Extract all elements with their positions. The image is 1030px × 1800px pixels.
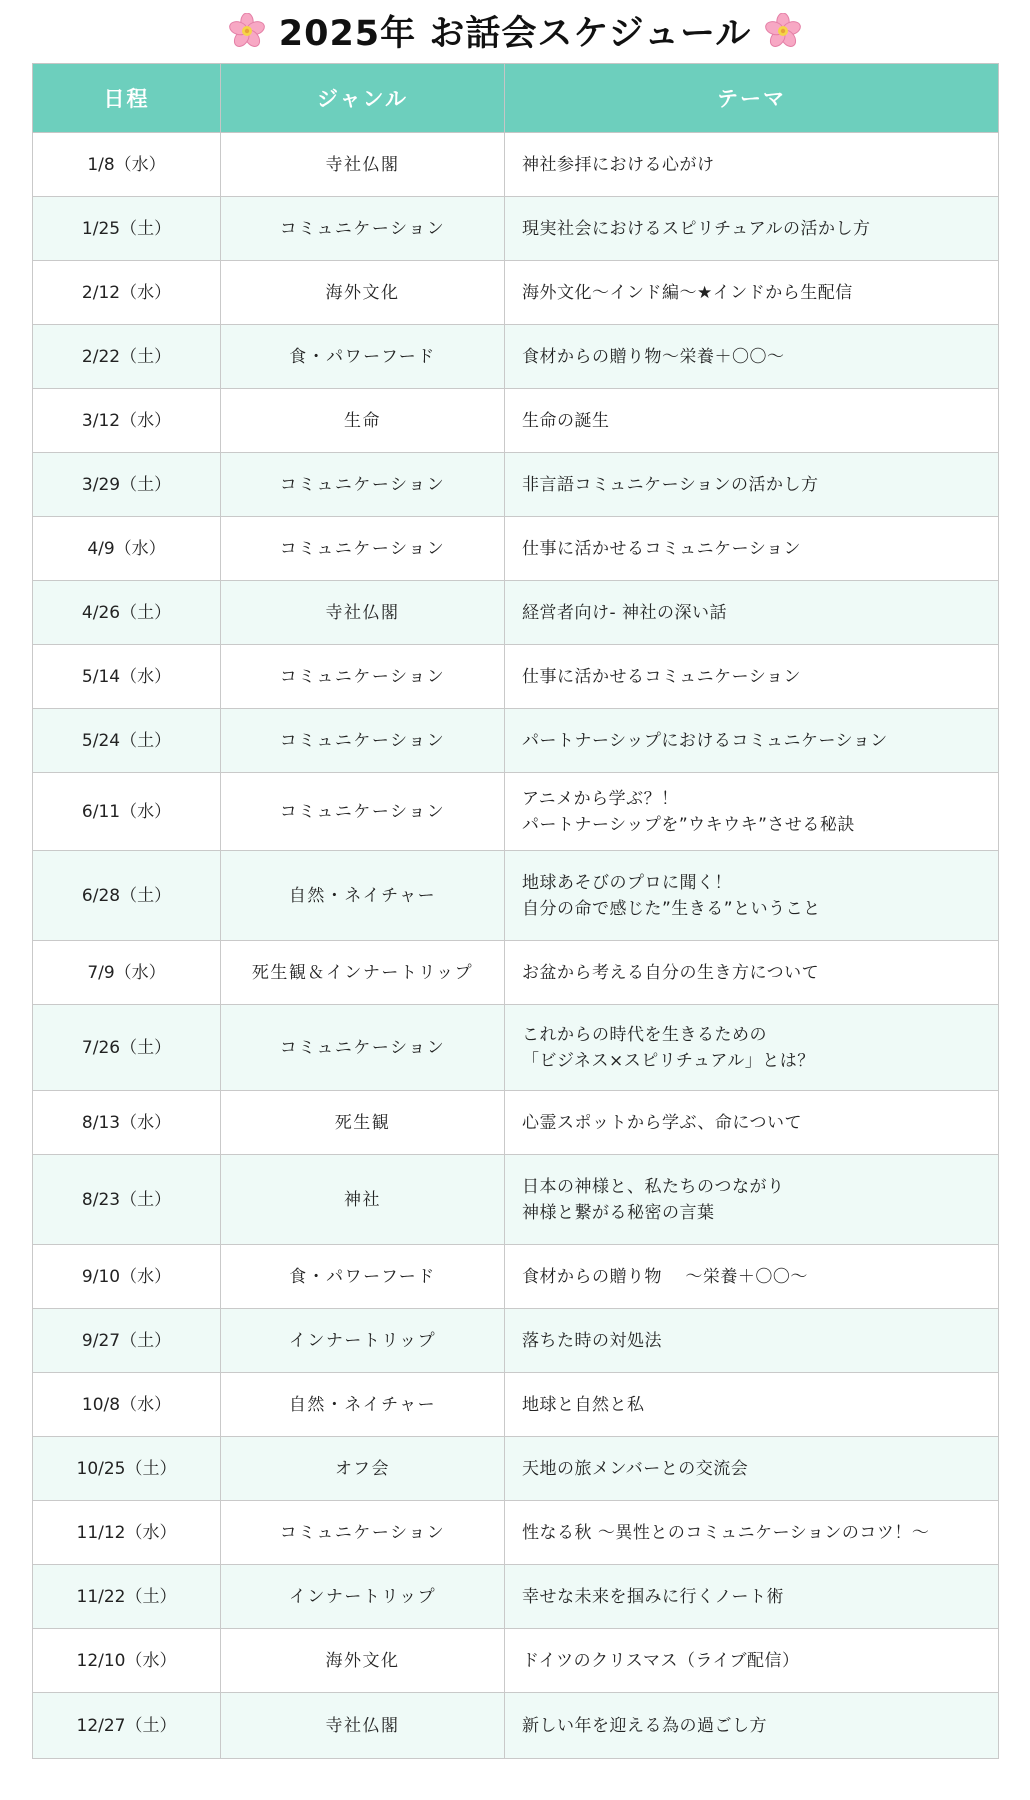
theme-cell: お盆から考える自分の生き方について <box>505 941 999 1005</box>
table-row <box>33 581 999 645</box>
date-cell: 12/27（土） <box>33 1693 221 1759</box>
table-row <box>33 453 999 517</box>
theme-cell: 幸せな未来を掴みに行くノート術 <box>505 1565 999 1629</box>
date-cell: 4/9（水） <box>33 517 221 581</box>
date-cell: 6/11（水） <box>33 773 221 851</box>
genre-cell: 海外文化 <box>221 1629 505 1693</box>
cherry-blossom-icon <box>229 13 265 49</box>
theme-cell: 仕事に活かせるコミュニケーション <box>505 517 999 581</box>
column-header-date: 日程 <box>33 64 221 133</box>
table-row <box>33 1501 999 1565</box>
date-cell: 12/10（水） <box>33 1629 221 1693</box>
schedule-table <box>32 63 999 1759</box>
genre-cell: コミュニケーション <box>221 197 505 261</box>
genre-cell: 海外文化 <box>221 261 505 325</box>
theme-cell: 現実社会におけるスピリチュアルの活かし方 <box>505 197 999 261</box>
page-title-bar <box>0 0 1030 62</box>
cherry-blossom-icon <box>765 13 801 49</box>
date-cell: 6/28（土） <box>33 851 221 941</box>
column-header-genre: ジャンル <box>221 64 505 133</box>
genre-cell: 自然・ネイチャー <box>221 1373 505 1437</box>
genre-cell: インナートリップ <box>221 1309 505 1373</box>
date-cell: 1/8（水） <box>33 133 221 197</box>
schedule-table-body <box>33 133 999 1759</box>
table-row <box>33 1629 999 1693</box>
theme-cell: 非言語コミュニケーションの活かし方 <box>505 453 999 517</box>
table-row <box>33 197 999 261</box>
table-row <box>33 517 999 581</box>
theme-cell: 落ちた時の対処法 <box>505 1309 999 1373</box>
genre-cell: コミュニケーション <box>221 773 505 851</box>
table-row <box>33 325 999 389</box>
genre-cell: 食・パワーフード <box>221 325 505 389</box>
date-cell: 5/24（土） <box>33 709 221 773</box>
table-row <box>33 1437 999 1501</box>
genre-cell: コミュニケーション <box>221 517 505 581</box>
theme-cell: 性なる秋 〜異性とのコミュニケーションのコツ！〜 <box>505 1501 999 1565</box>
table-row <box>33 389 999 453</box>
table-row <box>33 645 999 709</box>
theme-cell: 心霊スポットから学ぶ、命について <box>505 1091 999 1155</box>
theme-cell: 新しい年を迎える為の過ごし方 <box>505 1693 999 1759</box>
date-cell: 10/25（土） <box>33 1437 221 1501</box>
genre-cell: 神社 <box>221 1155 505 1245</box>
genre-cell: インナートリップ <box>221 1565 505 1629</box>
theme-cell: 仕事に活かせるコミュニケーション <box>505 645 999 709</box>
genre-cell: コミュニケーション <box>221 709 505 773</box>
table-row <box>33 709 999 773</box>
table-row <box>33 1005 999 1091</box>
date-cell: 1/25（土） <box>33 197 221 261</box>
theme-cell: 神社参拝における心がけ <box>505 133 999 197</box>
date-cell: 2/22（土） <box>33 325 221 389</box>
date-cell: 7/26（土） <box>33 1005 221 1091</box>
theme-cell: 天地の旅メンバーとの交流会 <box>505 1437 999 1501</box>
theme-cell: 生命の誕生 <box>505 389 999 453</box>
theme-cell: これからの時代を生きるための 「ビジネス×スピリチュアル」とは？ <box>505 1005 999 1091</box>
date-cell: 8/23（土） <box>33 1155 221 1245</box>
genre-cell: 寺社仏閣 <box>221 133 505 197</box>
table-row <box>33 1245 999 1309</box>
theme-cell: 海外文化〜インド編〜★インドから生配信 <box>505 261 999 325</box>
theme-cell: 地球と自然と私 <box>505 1373 999 1437</box>
date-cell: 9/10（水） <box>33 1245 221 1309</box>
table-row <box>33 941 999 1005</box>
theme-cell: 食材からの贈り物〜栄養＋〇〇〜 <box>505 325 999 389</box>
column-header-theme: テーマ <box>505 64 999 133</box>
genre-cell: コミュニケーション <box>221 645 505 709</box>
genre-cell: 食・パワーフード <box>221 1245 505 1309</box>
table-row <box>33 1693 999 1759</box>
date-cell: 9/27（土） <box>33 1309 221 1373</box>
date-cell: 3/29（土） <box>33 453 221 517</box>
date-cell: 8/13（水） <box>33 1091 221 1155</box>
genre-cell: 寺社仏閣 <box>221 1693 505 1759</box>
genre-cell: 生命 <box>221 389 505 453</box>
genre-cell: コミュニケーション <box>221 453 505 517</box>
date-cell: 10/8（水） <box>33 1373 221 1437</box>
table-row <box>33 133 999 197</box>
genre-cell: 自然・ネイチャー <box>221 851 505 941</box>
table-row <box>33 1309 999 1373</box>
genre-cell: 死生観 <box>221 1091 505 1155</box>
theme-cell: 食材からの贈り物 〜栄養＋〇〇〜 <box>505 1245 999 1309</box>
table-row <box>33 1373 999 1437</box>
date-cell: 7/9（水） <box>33 941 221 1005</box>
genre-cell: オフ会 <box>221 1437 505 1501</box>
table-row <box>33 1565 999 1629</box>
table-row <box>33 851 999 941</box>
page-title: 2025年 お話会スケジュール <box>278 14 752 54</box>
table-header-row <box>33 64 999 133</box>
date-cell: 4/26（土） <box>33 581 221 645</box>
theme-cell: パートナーシップにおけるコミュニケーション <box>505 709 999 773</box>
theme-cell: 地球あそびのプロに聞く！ 自分の命で感じた”生きる”ということ <box>505 851 999 941</box>
table-row <box>33 773 999 851</box>
date-cell: 5/14（水） <box>33 645 221 709</box>
table-row <box>33 1155 999 1245</box>
theme-cell: 経営者向け- 神社の深い話 <box>505 581 999 645</box>
genre-cell: コミュニケーション <box>221 1005 505 1091</box>
theme-cell: ドイツのクリスマス（ライブ配信） <box>505 1629 999 1693</box>
genre-cell: 死生観＆インナートリップ <box>221 941 505 1005</box>
theme-cell: 日本の神様と、私たちのつながり 神様と繋がる秘密の言葉 <box>505 1155 999 1245</box>
genre-cell: コミュニケーション <box>221 1501 505 1565</box>
date-cell: 11/12（水） <box>33 1501 221 1565</box>
table-row <box>33 261 999 325</box>
date-cell: 2/12（水） <box>33 261 221 325</box>
date-cell: 11/22（土） <box>33 1565 221 1629</box>
date-cell: 3/12（水） <box>33 389 221 453</box>
theme-cell: アニメから学ぶ？！ パートナーシップを”ウキウキ”させる秘訣 <box>505 773 999 851</box>
table-row <box>33 1091 999 1155</box>
genre-cell: 寺社仏閣 <box>221 581 505 645</box>
